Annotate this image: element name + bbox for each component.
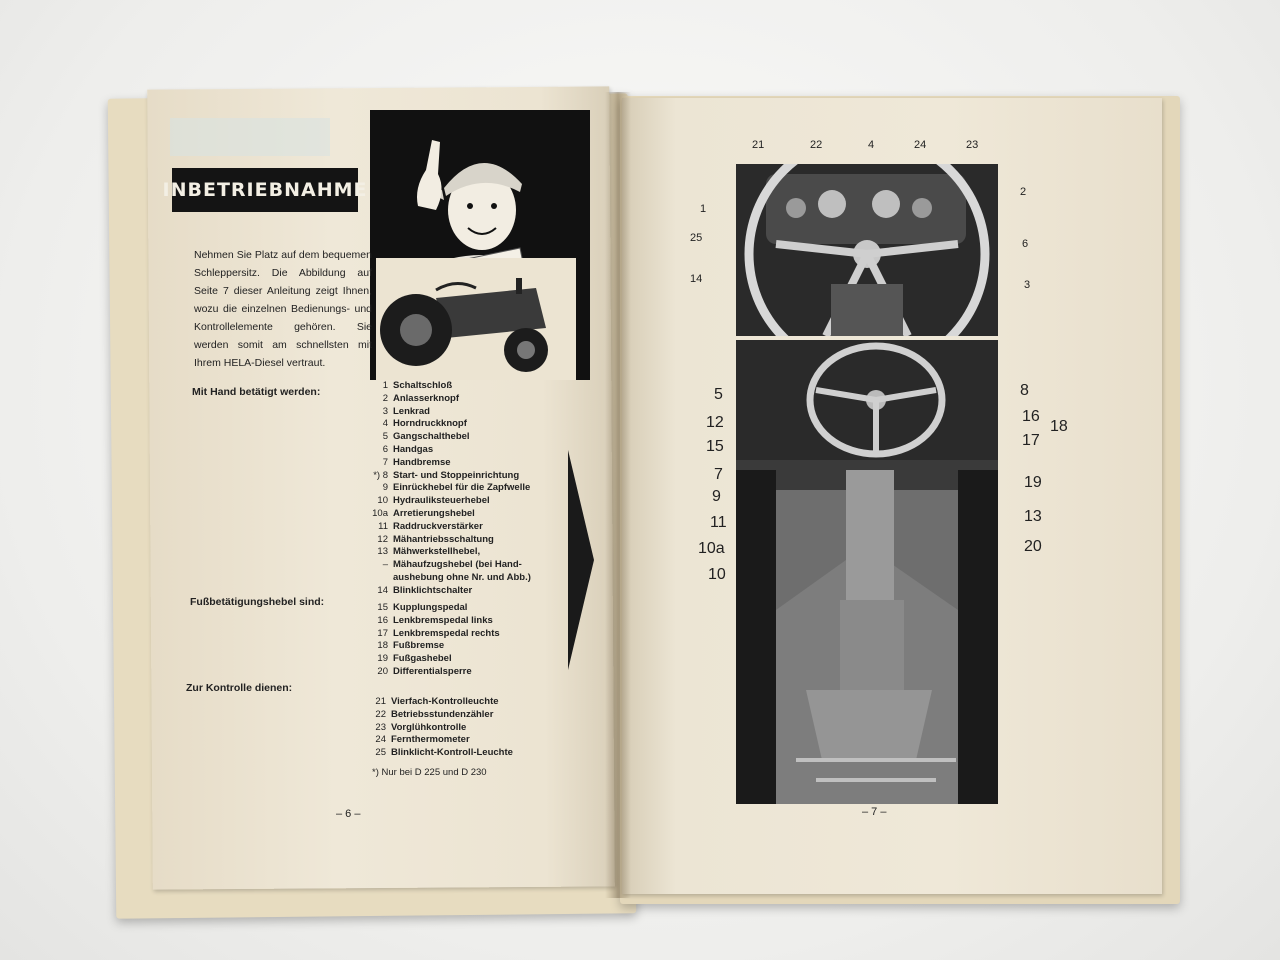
list-item: 25 Blinklicht-Kontroll-Leuchte	[375, 747, 513, 759]
list-item: 13 Mähwerkstellhebel,	[377, 546, 481, 558]
list-item: 1 Schaltschloß	[382, 380, 453, 391]
photo-label: 10	[708, 566, 726, 583]
dashboard-photo	[736, 164, 998, 336]
photo-label: 1	[700, 203, 707, 215]
list-item: 11 Raddruckverstärker	[378, 520, 483, 532]
photo-label: 6	[1022, 238, 1029, 250]
list-item: 7 Handbremse	[382, 456, 451, 468]
page-number-right: – 7 –	[862, 806, 887, 818]
photo-label: 7	[714, 466, 723, 483]
section-title: INBETRIEBNAHME	[172, 168, 358, 212]
list-item: 22 Betriebsstundenzähler	[375, 708, 494, 720]
photo-label: 24	[914, 139, 927, 151]
photo-label: 23	[966, 139, 979, 151]
photo-label: 8	[1020, 382, 1029, 399]
photo-label: 3	[1024, 279, 1031, 291]
photo-label: 5	[714, 386, 723, 403]
photo-label: 9	[712, 488, 721, 505]
section-label-hand: Mit Hand betätigt werden:	[192, 386, 321, 398]
intro-paragraph: Nehmen Sie Platz auf dem bequemen Schleppersitz. Die Abbildung auf Seite 7 dieser Anleitung zeigt Ihnen, wozu die einzelnen Bedienungs- und Kontrollelemente gehören. Sie werden somit am schnellsten mit Ihrem HELA-Diesel vertraut.	[194, 249, 372, 369]
list-item: 2 Anlasserknopf	[382, 392, 459, 404]
photo-label: 10a	[698, 540, 725, 557]
list-foot-controls	[362, 602, 500, 679]
list-item: 19 Fußgashebel	[377, 653, 452, 665]
section-label-foot: Fußbetätigungshebel sind:	[190, 596, 325, 608]
tractor-image	[376, 258, 576, 380]
photo-label: 17	[1022, 432, 1040, 449]
list-item: 14 Blinklichtschalter	[377, 584, 473, 596]
list-item: 4 Horndruckknopf	[382, 418, 467, 430]
list-item: 20 Differentialsperre	[377, 665, 472, 677]
list-indicators	[360, 696, 513, 760]
arrow-marker	[568, 450, 594, 670]
photo-label: 25	[690, 232, 703, 244]
page-number-left: – 6 –	[336, 808, 361, 820]
list-item: *) 8 Start- und Stoppeinrichtung	[373, 469, 520, 481]
list-item: 18 Fußbremse	[377, 640, 445, 652]
list-item: 6 Handgas	[382, 443, 434, 455]
list-item: 9 Einrückhebel für die Zapfwelle	[382, 482, 531, 494]
photo-label: 22	[810, 139, 823, 151]
photo-label: 15	[706, 438, 724, 455]
photo-label: 19	[1024, 474, 1042, 491]
photo-label: 2	[1020, 186, 1027, 198]
list-item: 23 Vorglühkontrolle	[375, 721, 467, 733]
photo-label: 21	[752, 139, 765, 151]
photo-label: 16	[1022, 408, 1040, 425]
footnote: *) Nur bei D 225 und D 230	[372, 767, 487, 778]
list-item: 24 Fernthermometer	[375, 734, 470, 746]
list-item: 10a Arretierungshebel	[372, 507, 475, 519]
photo-label: 12	[706, 414, 724, 431]
booklet-spine	[605, 92, 631, 898]
list-hand-controls	[362, 380, 531, 598]
list-item: 3 Lenkrad	[382, 405, 430, 417]
list-item: – Mähaufzugshebel (bei Hand-	[382, 559, 522, 571]
list-item: 21 Vierfach-Kontrolleuchte	[375, 696, 499, 707]
photo-label: 4	[868, 139, 875, 151]
list-item: 17 Lenkbremspedal rechts	[377, 627, 500, 639]
list-item: 10 Hydrauliksteuerhebel	[377, 495, 490, 507]
list-item: 15 Kupplungspedal	[377, 602, 468, 613]
list-item: 5 Gangschalthebel	[382, 431, 470, 443]
photo-label: 11	[710, 514, 727, 531]
section-label-control: Zur Kontrolle dienen:	[186, 682, 293, 694]
list-item: 16 Lenkbremspedal links	[377, 614, 493, 626]
list-item: aushebung ohne Nr. und Abb.)	[393, 571, 531, 583]
list-item: 12 Mähantriebsschaltung	[377, 533, 494, 545]
photo-label: 20	[1024, 538, 1042, 555]
light-blue-block	[170, 118, 330, 156]
photo-label: 14	[690, 273, 703, 285]
photo-label: 18	[1050, 418, 1068, 435]
photo-label: 13	[1024, 508, 1042, 525]
cockpit-photo	[736, 340, 998, 804]
